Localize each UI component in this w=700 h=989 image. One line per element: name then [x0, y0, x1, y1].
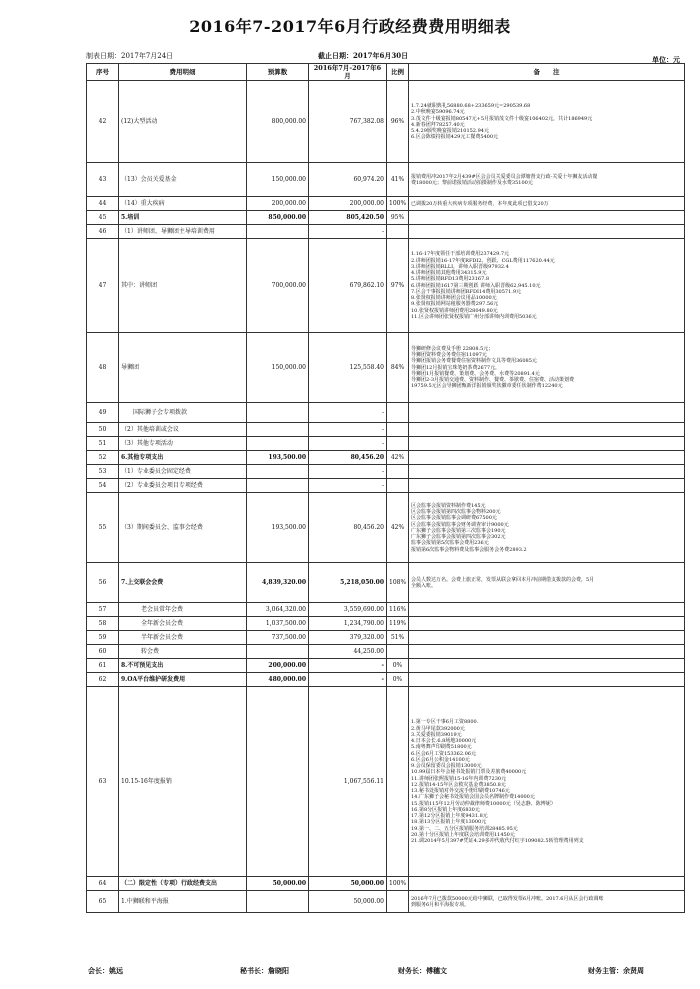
row-actual: 767,382.08: [309, 81, 387, 163]
cutoff-date: 截止日期：2017年6月30日: [318, 51, 409, 60]
row-seq: 43: [87, 163, 119, 197]
table-row: [87, 437, 685, 451]
row-notes: [409, 563, 685, 603]
row-budget: [247, 479, 309, 493]
row-item: 其中：讲师团: [119, 239, 247, 333]
row-notes: [409, 81, 685, 163]
row-budget: 800,000.00: [247, 81, 309, 163]
row-budget: 193,500.00: [247, 493, 309, 563]
row-notes: [409, 877, 685, 891]
row-seq: 53: [87, 465, 119, 479]
row-seq: 44: [87, 197, 119, 211]
row-actual: 44,250.00: [309, 645, 387, 659]
table-row: [87, 403, 685, 423]
table-row: [87, 211, 685, 225]
note-line: 14.广东狮子会秘书处报销会国会员名牌制作费14000元: [411, 794, 535, 801]
header-budget: 预算数: [247, 64, 309, 81]
row-ratio: [387, 423, 409, 437]
table-row: [87, 225, 685, 239]
row-seq: 56: [87, 563, 119, 603]
header-seq: 序号: [87, 64, 119, 81]
row-budget: [247, 225, 309, 239]
note-line: 会员人数达万名。会费上旅正常，发票从联会拿回本月冲前期借支拨款的会费，5月: [411, 576, 595, 583]
table-row: [87, 479, 685, 493]
note-line: 1.第一专区干事6月工资8800.: [411, 719, 479, 726]
row-ratio: 97%: [387, 239, 409, 333]
row-budget: [247, 465, 309, 479]
table-row: [87, 645, 685, 659]
table-row: [87, 617, 685, 631]
row-actual: 5,218,050.00: [309, 563, 387, 603]
row-seq: 57: [87, 603, 119, 617]
page-title: 2016年7-2017年6月行政经费费用明细表: [189, 17, 511, 36]
row-budget: [247, 437, 309, 451]
note-line: 12.报销14-15年区会救灾基金费3850.8元: [411, 781, 506, 788]
row-notes: [409, 451, 685, 465]
note-line: 全额入账。: [411, 582, 437, 589]
row-item: （3）其他专项活动: [119, 437, 247, 451]
row-ratio: [387, 479, 409, 493]
note-line: 17.第12分区报销上年度9431.8元: [411, 813, 488, 819]
note-line: 5.讲师团报销RFD13费用23167.8: [411, 276, 490, 283]
table-row: [87, 493, 685, 563]
row-notes: [409, 211, 685, 225]
row-ratio: 119%: [387, 617, 409, 631]
note-line: 2016年7月已拨款50000元给中狮联，已取得发票6月冲账。2017.6月从区会行政调账: [411, 895, 604, 902]
row-ratio: 0%: [387, 659, 409, 673]
row-actual: 805,420.50: [309, 211, 387, 225]
row-actual: 1,234,790.00: [309, 617, 387, 631]
note-line: 6.区会6月工资153362.06元: [411, 750, 476, 757]
row-ratio: 42%: [387, 451, 409, 465]
row-item: 7.上交联会会费: [119, 563, 247, 603]
note-line: 16.第8分区报销上年度6830元: [411, 806, 480, 813]
row-ratio: [387, 645, 409, 659]
row-actual: -: [309, 423, 387, 437]
note-line: 6.区会陈绩持报销429元工餐费5400元: [411, 134, 499, 141]
row-actual: 80,456.20: [309, 493, 387, 563]
note-line: 18.第13分区报销上年度13000元: [411, 819, 487, 826]
row-item: （13）会员关爱基金: [119, 163, 247, 197]
note-line: 13.秘书处报销对外交流手册印刷费10746元: [411, 788, 510, 794]
row-actual: 50,000.00: [309, 877, 387, 891]
row-seq: 50: [87, 423, 119, 437]
footer-treasurer: 财务长：傅穗文: [398, 966, 447, 975]
note-line: 费18000元；黎前诺报销活动拍摄制作及水费35100元: [411, 179, 533, 186]
table-row: [87, 81, 685, 163]
table-row: [87, 239, 685, 333]
row-item: 导狮团: [119, 333, 247, 403]
row-seq: 65: [87, 891, 119, 913]
note-line: 9.会员保留委员会报销13000元: [411, 763, 482, 769]
header-period: 2016年7月-2017年6月: [309, 64, 387, 81]
note-line: 报销费用冲2017年2月439#区会会员关爱委员会潭塘督支行政-关爱十年狮友活动餐: [411, 173, 598, 180]
row-notes: [409, 333, 685, 403]
row-notes: [409, 423, 685, 437]
note-line: 2.讲师团报销16-17年度RFDI2、创跃、CGL费用117620.44元: [411, 257, 555, 264]
row-ratio: [387, 403, 409, 423]
unit-label: 单位：元: [652, 55, 680, 64]
row-ratio: 108%: [387, 563, 409, 603]
footer-finance-head: 财务主管：余贤周: [588, 966, 644, 975]
note-line: 11.区会讲师团张贤权报销广州分部讲师内训费用5036元: [411, 313, 537, 320]
footer-secretary: 秘书长：詹晓阳: [240, 966, 289, 975]
row-actual: -: [309, 479, 387, 493]
row-seq: 54: [87, 479, 119, 493]
row-item: 全年新会员会费: [119, 617, 247, 631]
row-notes: [409, 631, 685, 645]
row-seq: 48: [87, 333, 119, 403]
table-row: [87, 465, 685, 479]
row-item: （二）限定性（专项）行政经费支出: [119, 877, 247, 891]
row-budget: [247, 403, 309, 423]
note-line: 导狮团12月报销宝珠笔奶茶费2677元，: [411, 364, 501, 371]
row-budget: 480,000.00: [247, 673, 309, 687]
note-line: 7.区会干事报报销讲师团RFDI14费用30571.9元: [411, 288, 522, 295]
row-ratio: 100%: [387, 197, 409, 211]
row-notes: [409, 617, 685, 631]
header-ratio: 比例: [387, 64, 409, 81]
row-budget: 4,839,320.00: [247, 563, 309, 603]
note-line: 区会监事会报销监事会调研费67500元: [411, 515, 497, 522]
table-row: [87, 673, 685, 687]
row-seq: 61: [87, 659, 119, 673]
row-actual: 379,320.00: [309, 631, 387, 645]
note-line: 1.7.24就职典礼56880.68+233659元=290539.68: [411, 103, 531, 109]
row-actual: 1,067,556.11: [309, 687, 387, 877]
note-line: 5.4.29颁奖晚宴报销210152.94元: [411, 128, 489, 134]
row-notes: [409, 437, 685, 451]
row-actual: 679,862.10: [309, 239, 387, 333]
row-budget: [247, 645, 309, 659]
note-line: 已调拨20万转重大疾病专项服务经费，本年度此项已借支20万: [411, 200, 549, 207]
row-notes: [409, 659, 685, 673]
row-seq: 51: [87, 437, 119, 451]
note-line: 20.第十分区报销上年度联会培训费用11450元: [411, 831, 515, 838]
note-line: 2.中秋晚宴59096.74元: [411, 109, 465, 116]
note-line: 4.新春团拜78257.40元: [411, 121, 465, 128]
row-item: （2）专业委员会项目专项经费: [119, 479, 247, 493]
row-item: 9.OA平台维护研发费用: [119, 673, 247, 687]
table-row: [87, 563, 685, 603]
row-notes: [409, 403, 685, 423]
row-budget: 3,064,320.00: [247, 603, 309, 617]
row-ratio: [387, 687, 409, 877]
header-item: 费用明细: [119, 64, 247, 81]
row-budget: 50,000.00: [247, 877, 309, 891]
note-line: 区会监事会报销第四次监事会物料200元: [411, 509, 501, 515]
row-notes: [409, 163, 685, 197]
row-item: 转会费: [119, 645, 247, 659]
row-notes: [409, 465, 685, 479]
row-ratio: [387, 437, 409, 451]
row-actual: 125,558.40: [309, 333, 387, 403]
note-line: 2.黄马甲尾款392000元: [411, 725, 465, 732]
row-notes: [409, 645, 685, 659]
row-seq: 47: [87, 239, 119, 333]
table-row: [87, 451, 685, 465]
table-body: [87, 81, 685, 913]
row-ratio: [387, 891, 409, 913]
row-seq: 55: [87, 493, 119, 563]
row-actual: -: [309, 437, 387, 451]
header-notes: 备 注: [409, 64, 685, 81]
row-item: 6.其他专项支出: [119, 451, 247, 465]
note-line: 8.张贤权报销讲师团会议用品10000元: [411, 295, 497, 302]
row-actual: -: [309, 465, 387, 479]
row-item: 半年新会员会费: [119, 631, 247, 645]
note-line: 3.茂文件十级宴报销80547元+5月报销茂文件十级宴106402元，共计186949元: [411, 115, 593, 122]
table-row: [87, 659, 685, 673]
row-item: （3）期间委员会、监事会经费: [119, 493, 247, 563]
row-actual: -: [309, 659, 387, 673]
table-row: [87, 333, 685, 403]
note-line: 区会监事会报销监事会财务调查审计9000元: [411, 521, 509, 528]
table-row: [87, 891, 685, 913]
row-actual: 80,456.20: [309, 451, 387, 465]
row-item: 5.培训: [119, 211, 247, 225]
made-date: 制表日期：2017年7月24日: [86, 52, 174, 60]
note-line: 导狮研修会议费及手册 22808.5元；: [411, 345, 494, 352]
row-budget: 1,037,500.00: [247, 617, 309, 631]
row-seq: 64: [87, 877, 119, 891]
row-notes: [409, 687, 685, 877]
row-item: 8.不可预见支出: [119, 659, 247, 673]
row-ratio: [387, 225, 409, 239]
row-budget: 150,000.00: [247, 163, 309, 197]
row-item: 老会员常年会费: [119, 603, 247, 617]
note-line: 广东狮子会监事会报销第四次监事会302元: [411, 534, 506, 540]
row-actual: 60,974.20: [309, 163, 387, 197]
row-item: 国际狮子会专项拨款: [119, 403, 247, 423]
note-line: 19.第一、二、五分区报销服务培训28485.95元: [411, 825, 518, 832]
row-budget: [247, 423, 309, 437]
row-budget: [247, 687, 309, 877]
table-header-row: [87, 64, 685, 81]
row-budget: 700,000.00: [247, 239, 309, 333]
note-line: 10.张贤权报销讲师团费用28049.80元: [411, 307, 498, 314]
note-line: 导狮团2-3月报销交通费、资料制作、餐费、茶歇费、住宿费、活动策划费: [411, 377, 575, 384]
row-seq: 49: [87, 403, 119, 423]
note-line: 11.讲师团张熙报销15-16年内训费7230元: [411, 775, 507, 782]
note-line: 4.日本会长.6.8场地30000元: [411, 738, 477, 744]
row-budget: 850,000.00: [247, 211, 309, 225]
note-line: 区会监事会报销资料制作费145元: [411, 502, 486, 509]
row-budget: 193,500.00: [247, 451, 309, 465]
row-actual: 50,000.00: [309, 891, 387, 913]
note-line: 19759.5元区会导狮团甄新洋报销颁奖状徽章委任状制作费12240元: [411, 383, 563, 390]
row-seq: 60: [87, 645, 119, 659]
row-item: （1）专业委员会固定经费: [119, 465, 247, 479]
row-seq: 62: [87, 673, 119, 687]
note-line: 3.讲师团报销RLLI，讲师入职晋级97932.4: [411, 263, 509, 270]
row-seq: 52: [87, 451, 119, 465]
table-row: [87, 631, 685, 645]
row-actual: 200,000.00: [309, 197, 387, 211]
row-ratio: 51%: [387, 631, 409, 645]
row-item: 10.15-16年度报销: [119, 687, 247, 877]
row-ratio: 84%: [387, 333, 409, 403]
row-budget: 200,000.00: [247, 197, 309, 211]
note-line: 5.南粤舞声印刷费51800元: [411, 744, 472, 751]
table-row: [87, 423, 685, 437]
row-notes: [409, 225, 685, 239]
row-seq: 59: [87, 631, 119, 645]
note-line: 10.99届日本年会秘书处报销门票及差旅费40000元: [411, 769, 527, 776]
row-ratio: 95%: [387, 211, 409, 225]
note-line: 21.调2014年5月397#凭证4.29多冲代收代付红字109082.5转管理费用列支: [411, 838, 584, 844]
row-ratio: [387, 465, 409, 479]
row-notes: [409, 673, 685, 687]
note-line: 报销第6次监事会物料费及监事会服务会务费2893.2: [411, 546, 527, 553]
footer-president: 会长：姚远: [88, 966, 123, 975]
row-ratio: 0%: [387, 673, 409, 687]
row-seq: 42: [87, 81, 119, 163]
table-row: [87, 603, 685, 617]
row-notes: [409, 603, 685, 617]
row-ratio: 116%: [387, 603, 409, 617]
row-actual: 3,559,690.00: [309, 603, 387, 617]
note-line: 15.报销115年12月劳动仲裁律师费10000元（吴志静、陈博妮）: [411, 800, 556, 807]
table-row: [87, 163, 685, 197]
note-line: 3.关爱委报销39019元: [411, 731, 462, 738]
row-notes: [409, 239, 685, 333]
note-line: 导狮团1月报销餐费、策划费、会务费、水费等20891.4元: [411, 370, 540, 377]
row-item: 1.中狮联和平海报: [119, 891, 247, 913]
row-ratio: 100%: [387, 877, 409, 891]
note-line: 广东狮子会监事会报销第三次监事会190元: [411, 527, 506, 534]
row-notes: [409, 479, 685, 493]
note-line: 导狮团资料费会务费住宿11097元: [411, 352, 487, 359]
row-ratio: 96%: [387, 81, 409, 163]
table-row: [87, 687, 685, 877]
row-ratio: 41%: [387, 163, 409, 197]
row-notes: [409, 891, 685, 913]
row-seq: 45: [87, 211, 119, 225]
row-notes: [409, 493, 685, 563]
row-seq: 63: [87, 687, 119, 877]
table-row: [87, 197, 685, 211]
row-budget: [247, 891, 309, 913]
row-actual: -: [309, 673, 387, 687]
row-seq: 58: [87, 617, 119, 631]
row-item: （1）讲师团、导狮团主导培训费用: [119, 225, 247, 239]
row-budget: 150,000.00: [247, 333, 309, 403]
note-line: 6.讲师团报销1617第三期创跃 讲师入职晋级62,945.10元: [411, 282, 541, 289]
row-item: (12)大型活动: [119, 81, 247, 163]
row-item: （14）重大疾病: [119, 197, 247, 211]
row-budget: 200,000.00: [247, 659, 309, 673]
row-item: （2）其他培训或会议: [119, 423, 247, 437]
note-line: 1.16-17年度领任干部培训费用237429.7元: [411, 251, 510, 258]
row-ratio: 42%: [387, 493, 409, 563]
row-notes: [409, 197, 685, 211]
row-budget: 737,500.00: [247, 631, 309, 645]
note-line: 导狮团报销会务费餐费住宿资料制作文具等费用36085元: [411, 358, 537, 365]
note-line: 监事会报销第5次监事会费用236元: [411, 540, 489, 547]
note-line: 6.区会6月公积金14100元: [411, 756, 470, 763]
row-actual: -: [309, 403, 387, 423]
note-line: 到服务6月和平海报专项。: [411, 901, 470, 908]
row-actual: -: [309, 225, 387, 239]
row-seq: 46: [87, 225, 119, 239]
expense-table: [86, 63, 685, 913]
note-line: 4.讲师团报销其他费用34315.9元: [411, 270, 487, 277]
note-line: 9.张贤权报销网站租服务器费297.56元: [411, 301, 499, 308]
table-row: [87, 877, 685, 891]
